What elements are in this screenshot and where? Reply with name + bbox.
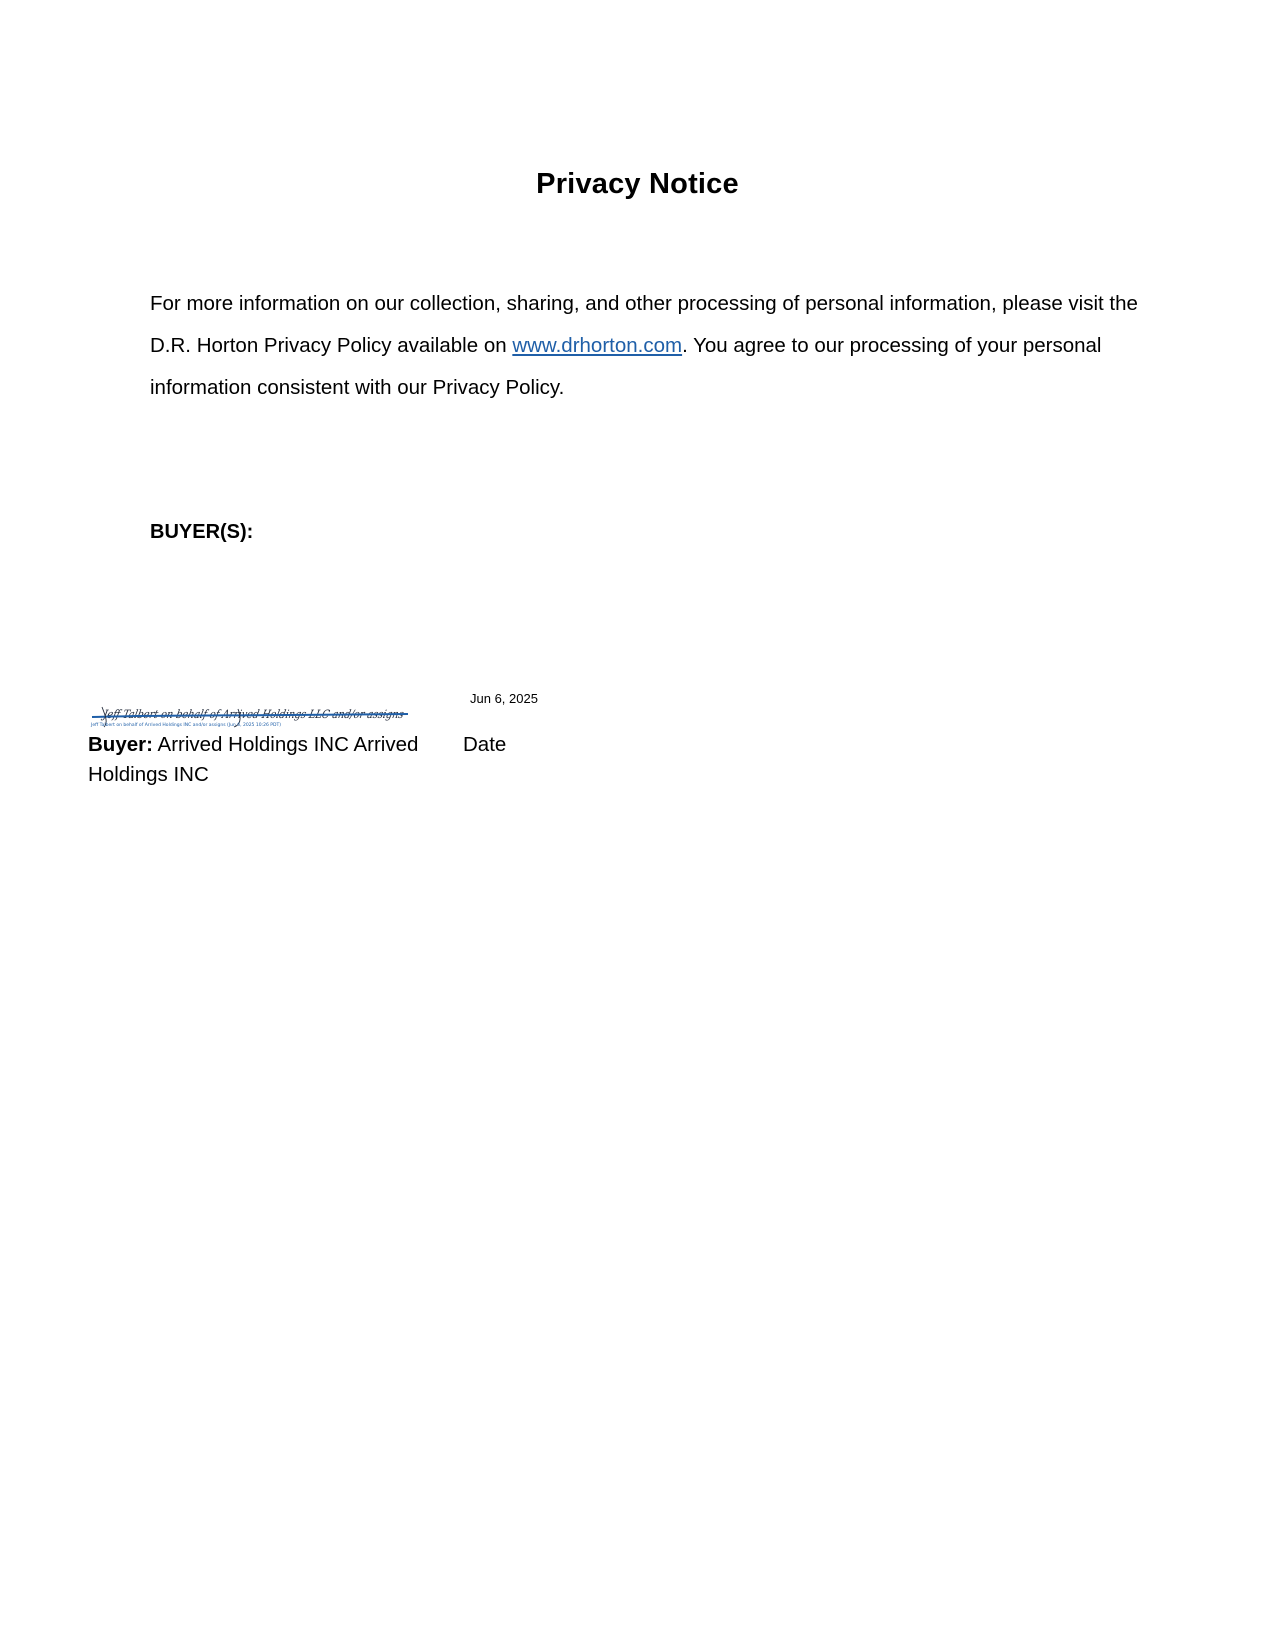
paragraph-text-after-link: . You agree to our processing of your personal information consistent with our Privacy Policy. (150, 334, 1102, 399)
signature-image (88, 703, 462, 731)
drhorton-link[interactable]: www.drhorton.com (512, 334, 683, 357)
date-label: Date (463, 733, 507, 756)
page-title: Privacy Notice (536, 168, 739, 200)
buyer-line (88, 730, 428, 790)
buyer-label: Buyer: (88, 733, 153, 756)
privacy-paragraph (150, 283, 1140, 409)
signature-block (88, 703, 462, 731)
signature-date: Jun 6, 2025 (470, 691, 538, 706)
buyer-name: Arrived Holdings INC Arrived Holdings INC (88, 733, 419, 786)
buyers-heading: BUYER(S): (150, 521, 254, 543)
signature-script: Jeff Talbert on behalf of Arrived Holdings LLC and/or assigns (102, 707, 462, 721)
paragraph-text-before-link: For more information on our collection, sharing, and other processing of personal information, please visit the D.R. Horton Privacy Policy available on (150, 292, 1138, 357)
signature-caption: Jeff Talbert on behalf of Arrived Holdings INC and/or assigns (Jun 6, 2025 10:26 PDT) (89, 722, 282, 727)
